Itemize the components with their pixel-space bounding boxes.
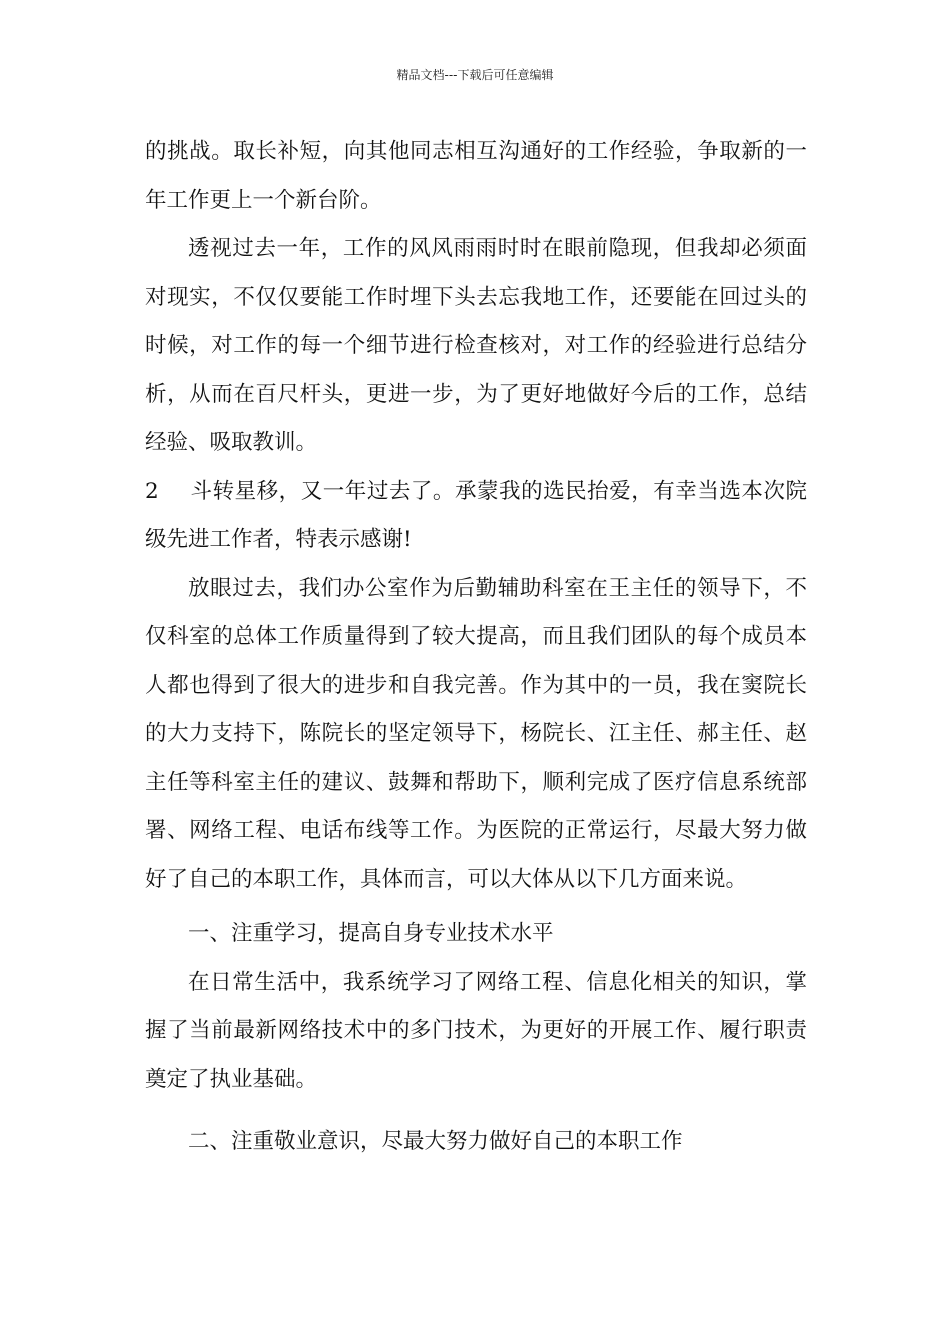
paragraph-thanks: 斗转星移，又一年过去了。承蒙我的选民抬爱，有幸当选本次院级先进工作者，特表示感谢!	[145, 478, 807, 552]
paragraph-review: 透视过去一年，工作的风风雨雨时时在眼前隐现，但我却必须面对现实，不仅仅要能工作时埋下头去忘我地工作，还要能在回过头的时候，对工作的每一个细节进行检查核对，对工作的经验进行总结分析，从而在百尺杆头，更进一步，为了更好地做好今后的工作，总结经验、吸取教训。	[145, 236, 807, 455]
document-body	[145, 128, 807, 1167]
page-header: 精品文档---下载后可任意编辑	[396, 68, 554, 82]
paragraph-numbered	[145, 468, 807, 565]
paragraph-continuation: 的挑战。取长补短，向其他同志相互沟通好的工作经验，争取新的一年工作更上一个新台阶。	[145, 139, 807, 213]
section-heading-1: 一、注重学习，提高自身专业技术水平	[188, 921, 554, 946]
section-heading-2: 二、注重敬业意识，尽最大努力做好自己的本职工作	[188, 1129, 683, 1154]
paragraph-study: 在日常生活中，我系统学习了网络工程、信息化相关的知识，掌握了当前最新网络技术中的多门技术，为更好的开展工作、履行职责奠定了执业基础。	[145, 969, 807, 1092]
item-number: 2	[145, 478, 159, 504]
paragraph-office-work: 放眼过去，我们办公室作为后勤辅助科室在王主任的领导下，不仅科室的总体工作质量得到了较大提高，而且我们团队的每个成员本人都也得到了很大的进步和自我完善。作为其中的一员，我在窦院长的大力支持下，陈院长的坚定领导下，杨院长、江主任、郝主任、赵主任等科室主任的建议、鼓舞和帮助下，顺利完成了医疗信息系统部署、网络工程、电话布线等工作。为医院的正常运行，尽最大努力做好了自己的本职工作，具体而言，可以大体从以下几方面来说。	[145, 575, 807, 892]
